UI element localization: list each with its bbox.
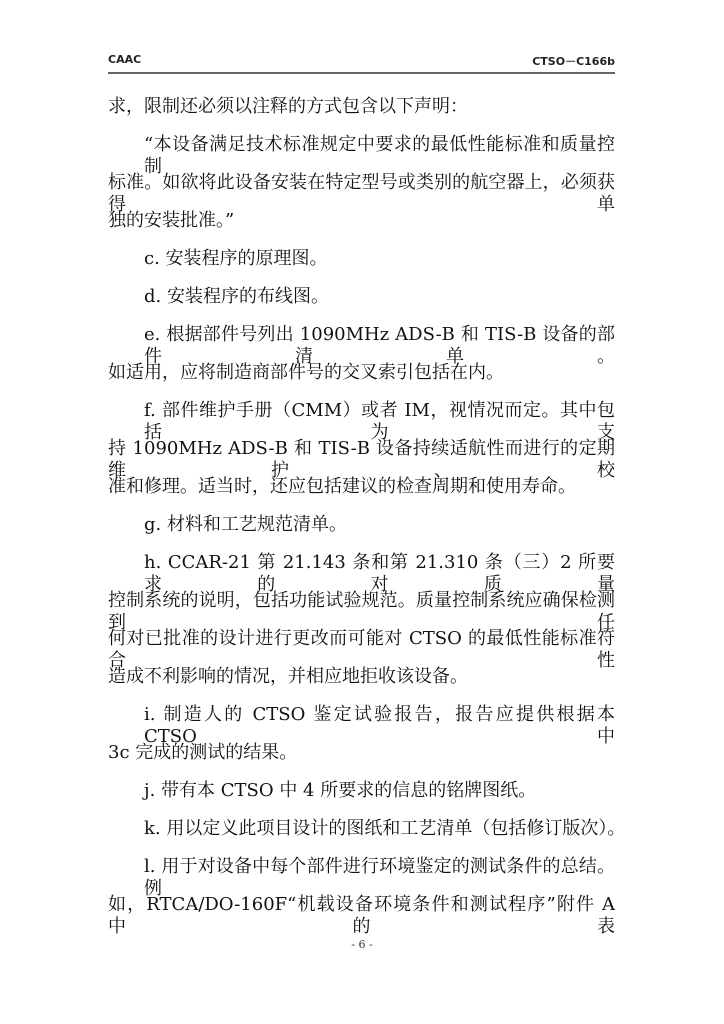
text-line: g. 材料和工艺规范清单。 (144, 514, 347, 535)
header-right: CTSO－C166b (532, 55, 615, 68)
text-line: d. 安装程序的布线图。 (144, 286, 329, 307)
page-number: - 6 - (351, 938, 373, 951)
header-rule (108, 72, 615, 74)
text-line: 如适用，应将制造商部件号的交叉索引包括在内。 (108, 362, 504, 383)
text-line: h. CCAR-21 第 21.143 条和第 21.310 条（三）2 所要求的对质量 (144, 552, 615, 595)
text-line: 求，限制还必须以注释的方式包含以下声明： (108, 96, 468, 117)
text-line: 何对已批准的设计进行更改而可能对 CTSO 的最低性能标准符合性 (108, 628, 615, 671)
text-line: 标准。如欲将此设备安装在特定型号或类别的航空器上，必须获得单 (108, 172, 615, 215)
text-line: 如，RTCA/DO-160F“机载设备环境条件和测试程序”附件 A 中的表 (108, 894, 615, 937)
text-line: i. 制造人的 CTSO 鉴定试验报告，报告应提供根据本 CTSO 中 (144, 704, 615, 747)
text-line: 独的安装批准。” (108, 210, 235, 231)
text-line: 控制系统的说明，包括功能试验规范。质量控制系统应确保检测到任 (108, 590, 615, 633)
text-line: k. 用以定义此项目设计的图纸和工艺清单（包括修订版次）。 (144, 818, 626, 839)
text-line: e. 根据部件号列出 1090MHz ADS-B 和 TIS-B 设备的部件清单。 (144, 324, 615, 367)
text-line: 3c 完成的测试的结果。 (108, 742, 298, 763)
text-line: “本设备满足技术标准规定中要求的最低性能标准和质量控制 (144, 134, 615, 177)
text-line: f. 部件维护手册（CMM）或者 IM，视情况而定。其中包括为支 (144, 400, 615, 443)
text-line: c. 安装程序的原理图。 (144, 248, 328, 269)
text-line: l. 用于对设备中每个部件进行环境鉴定的测试条件的总结。例 (144, 856, 615, 899)
text-line: j. 带有本 CTSO 中 4 所要求的信息的铭牌图纸。 (144, 780, 537, 801)
text-line: 准和修理。适当时，还应包括建议的检查周期和使用寿命。 (108, 476, 576, 497)
text-line: 造成不利影响的情况，并相应地拒收该设备。 (108, 666, 468, 687)
header-left: CAAC (108, 53, 142, 66)
text-line: 持 1090MHz ADS-B 和 TIS-B 设备持续适航性而进行的定期维护、校 (108, 438, 615, 481)
